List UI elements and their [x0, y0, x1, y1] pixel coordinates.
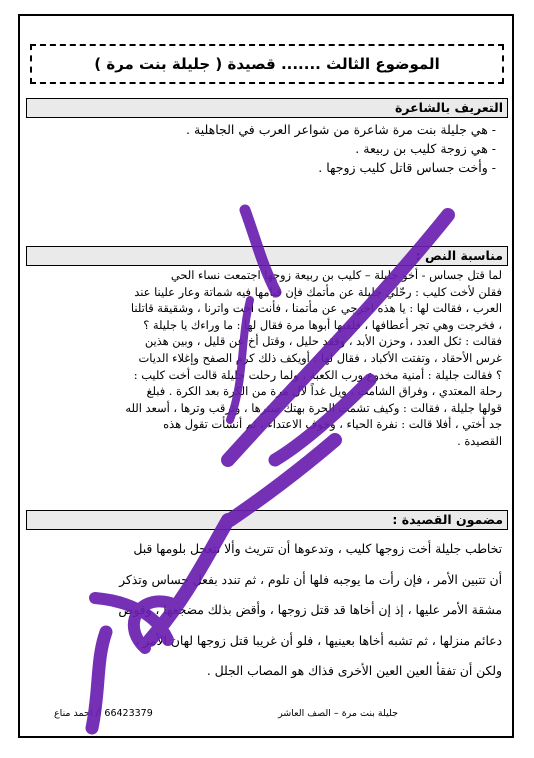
content-section-header: مضمون القصيدة : [26, 510, 508, 530]
title-box [30, 44, 504, 84]
poet-bullet-list [26, 120, 508, 177]
content-line: تخاطب جليلة أخت زوجها كليب ، وتدعوها أن تتريث وألا تتعجل بلومها قبل [133, 542, 502, 556]
occasion-line: قولها جليلة ، فقالت : وكيف تشمت الحرة بهتك سترها ، وترقب وترها ، أسعد الله [125, 400, 502, 415]
occasion-line: رحلة المعتدي ، وفراق الشامت ، ويل غداً لآل مرة من الكرة بعد الكرة . فبلغ [146, 384, 502, 399]
poet-bullet-item: - هي جليلة بنت مرة شاعرة من شواعر العرب في الجاهلية . [186, 122, 496, 137]
content-line: مشقة الأمر عليها ، إذ إن أخاها قد قتل زوجها ، وأقض بذلك مضجعها ، وقوض [118, 603, 502, 617]
page-frame [18, 14, 514, 738]
content-line: دعائم منزلها ، ثم تشبه أخاها بعينيها ، فلو أن غريبا قتل زوجها لهان الأمر ، [135, 633, 502, 648]
occasion-paragraph [26, 267, 508, 450]
content-paragraph [26, 534, 508, 687]
poet-bullet-item: - وأخت جساس قاتل كليب زوجها . [318, 160, 496, 175]
occasion-line: فقلن لأخت كليب : رحّلي جليلة عن مأتمك فإن قيامها فيه شماتة وعار علينا عند [134, 284, 502, 299]
occasion-line: غرس الأحقاد ، وتفتت الأكباد ، فقال لها : أويكف ذلك كرم الصفح وإغلاء الديات [138, 350, 502, 365]
poet-bullet-item: - هي زوجة كليب بن ربيعة . [355, 141, 496, 156]
occasion-section-header: مناسبة النص : [26, 246, 508, 266]
occasion-line: فقالت : ثكل العدد ، وحزن الأبد ، وفقد حليل ، وقتل أخ عن قليل ، وبين هذين [144, 334, 502, 349]
occasion-line: القصيدة . [457, 433, 502, 448]
content-line: أن تتبين الأمر ، فإن رأت ما يوجبه فلها أن تلوم ، ثم تندد بفعل جساس وتذكر [119, 572, 502, 587]
footer-author: 66423379 أ/ احمد مناع [54, 708, 153, 719]
page-title: الموضوع الثالث ....... قصيدة ( جليلة بنت مرة ) [94, 55, 440, 73]
occasion-line: جد أختي ، أفلا قالت : نفرة الحياء ، وخوف الاعتداء ، ثم أنشأت تقول هذه [163, 417, 502, 432]
content-line: ولكن أن تفقأ العين العين الأخرى فذاك هو المصاب الجلل . [206, 664, 502, 678]
footer-course: جليلة بنت مرة – الصف العاشر [278, 708, 398, 719]
occasion-line: العرب ، فقالت لها : يا هذه اخرجي عن مأتمنا ، فأنت أخت واترنا ، وشقيقة قاتلنا [130, 301, 502, 316]
occasion-line: ، فخرجت وهي تجر أعطافها ، فلقيها أبوها مرة فقال لها : ما وراءك يا جليلة ؟ [143, 317, 502, 332]
page-footer [26, 708, 508, 726]
poet-section-header: التعريف بالشاعرة [26, 98, 508, 118]
occasion-line: لما قتل جساس - أخو جليلة – كليب بن ربيعة زوجها اجتمعت نساء الحي [170, 268, 502, 282]
occasion-line: ؟ فقالت جليلة : أمنية مخدوع ورب الكعبة ، ولما رحلت جليلة قالت أخت كليب : [133, 367, 502, 382]
